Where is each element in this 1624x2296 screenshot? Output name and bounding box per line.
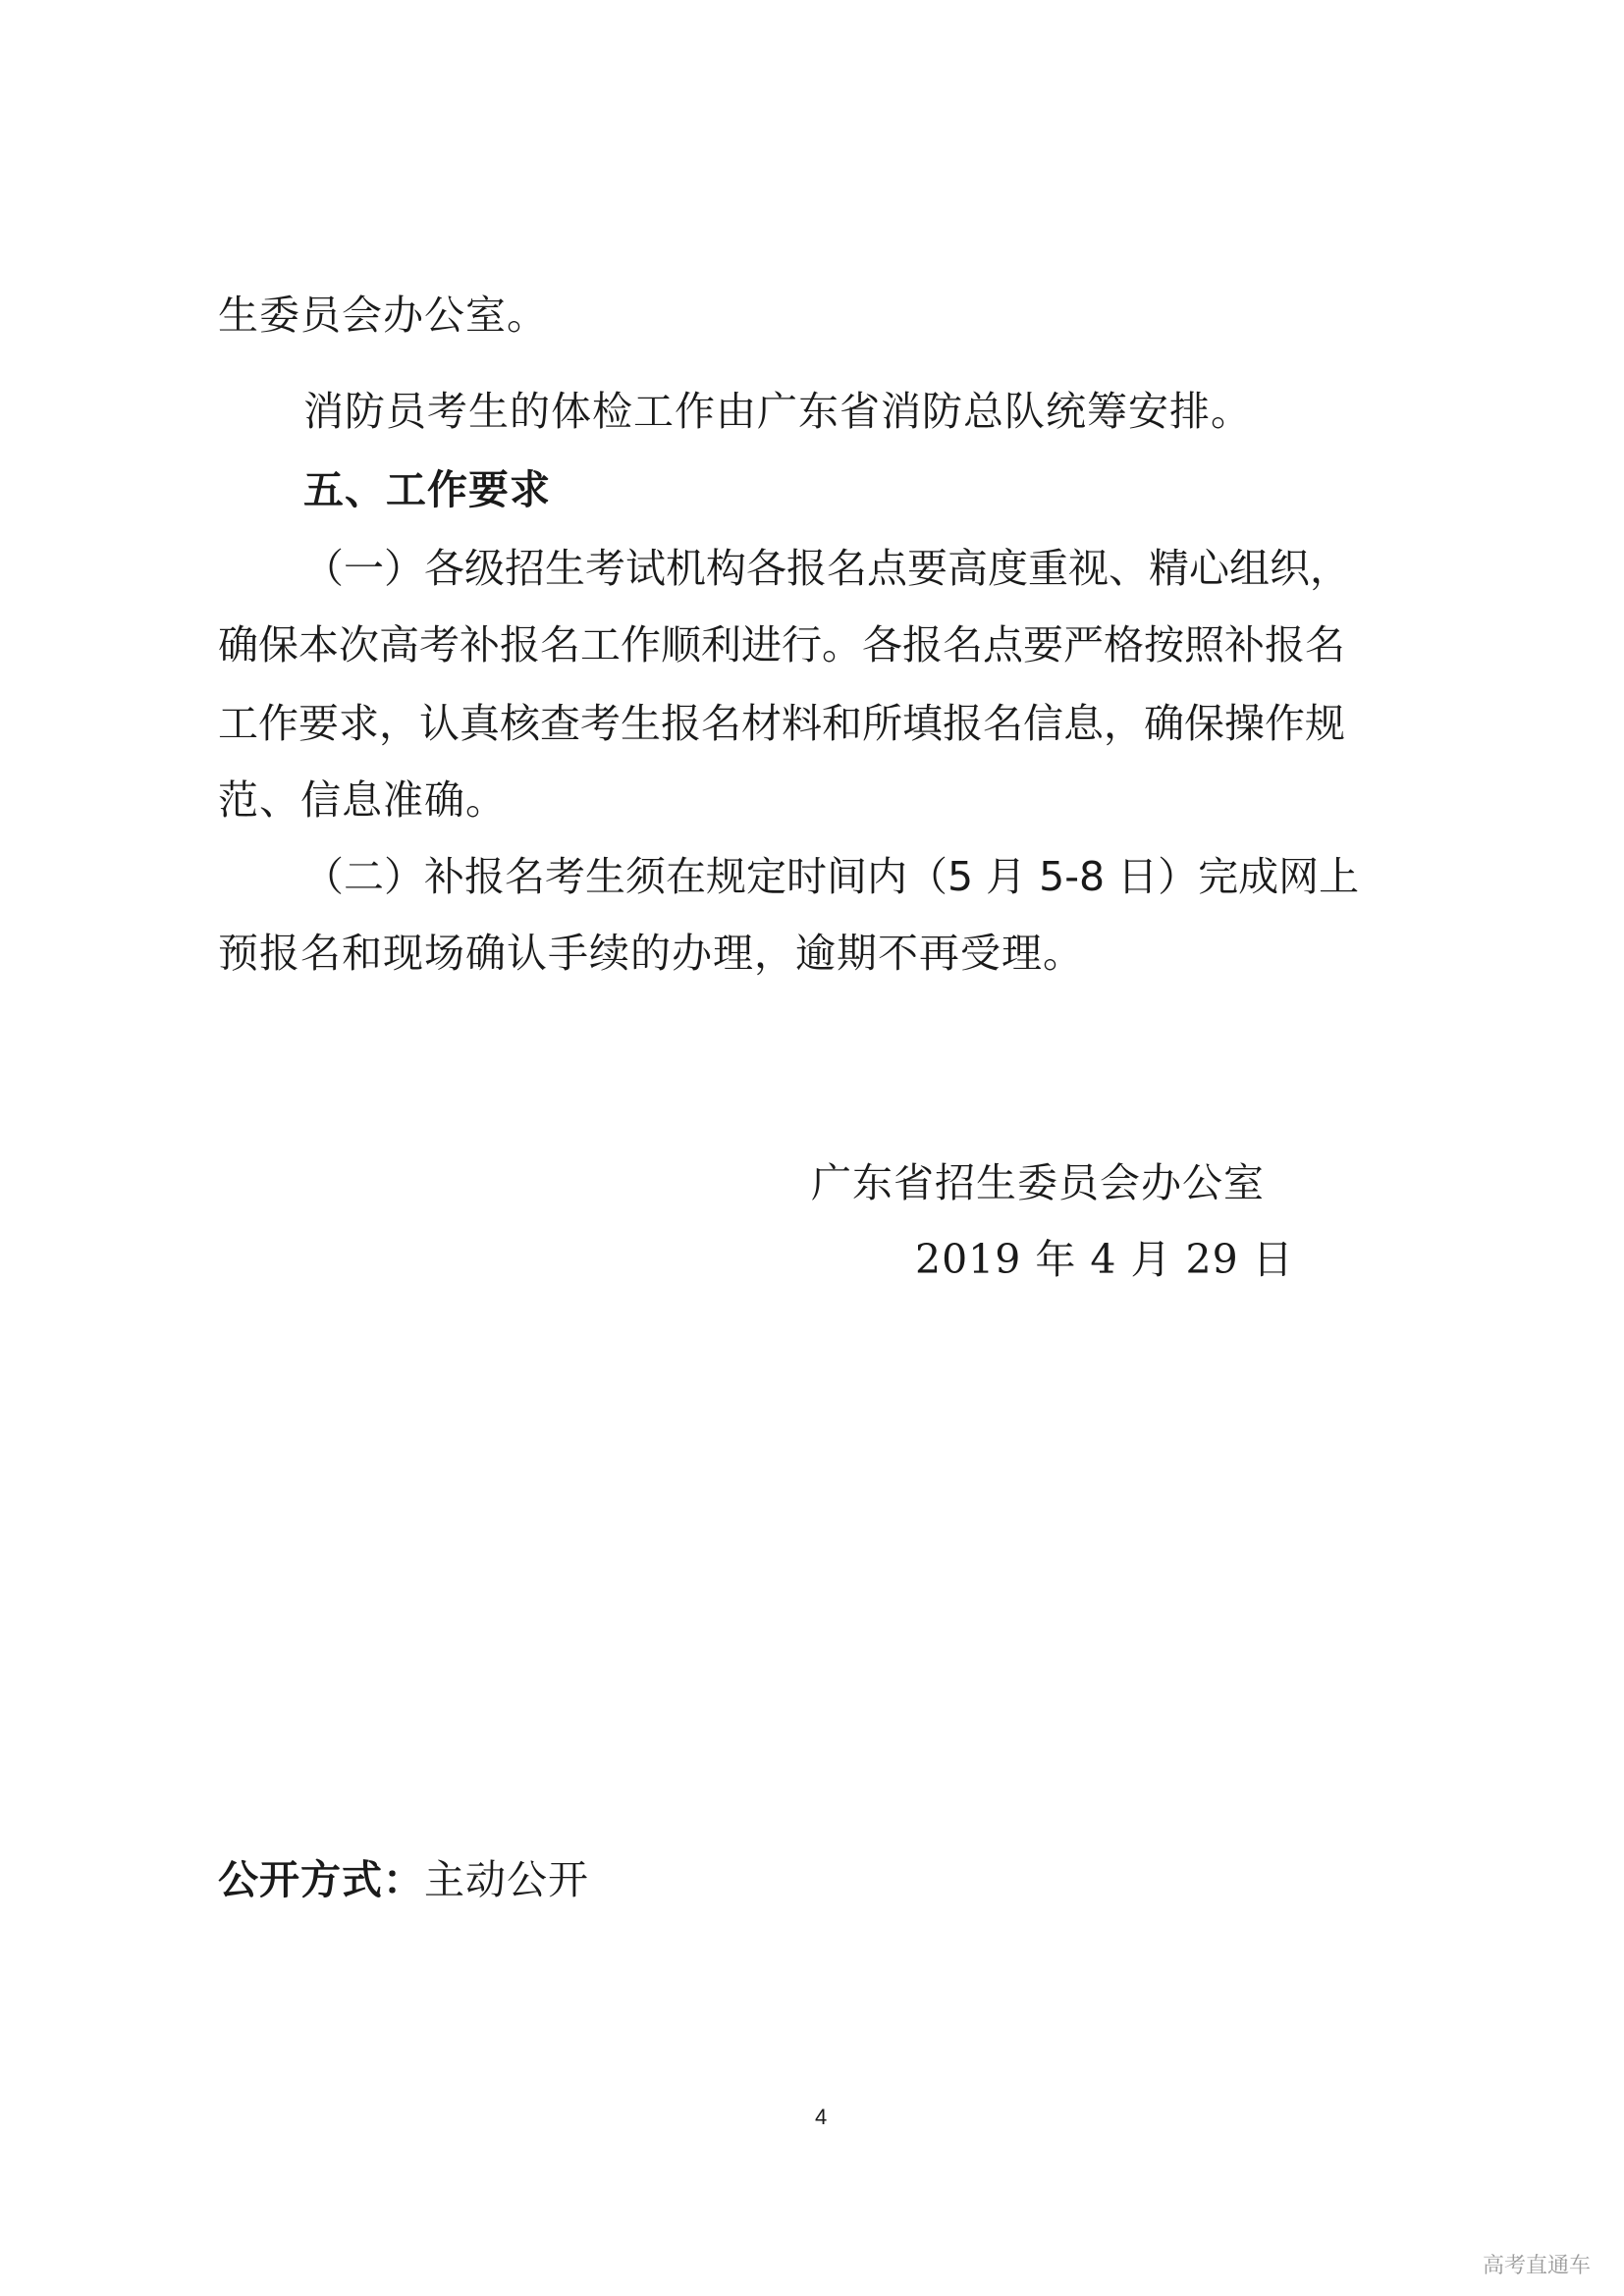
signature-date: 2019 年 4 月 29 日 (915, 1236, 1294, 1283)
paragraph-continuation: 生委员会办公室。 (218, 292, 548, 339)
page-number: 4 (815, 2105, 828, 2129)
item-1-line-2: 确保本次高考补报名工作顺利进行。各报名点要严格按照补报名 (218, 621, 1345, 668)
item-1-line-1: （一）各级招生考试机构各报名点要高度重视、精心组织， (303, 545, 1350, 592)
section-heading: 五、工作要求 (303, 466, 551, 513)
watermark-text: 高考直通车 (1483, 2254, 1592, 2278)
disclosure-line (218, 1855, 589, 1904)
disclosure-value: 主动公开 (424, 1856, 589, 1903)
item-2-line-1: （二）补报名考生须在规定时间内（5 月 5-8 日）完成网上 (303, 853, 1360, 900)
item-1-line-3: 工作要求，认真核查考生报名材料和所填报名信息，确保操作规 (218, 700, 1345, 747)
paragraph-firefighter-exam: 消防员考生的体检工作由广东省消防总队统筹安排。 (303, 388, 1252, 435)
disclosure-label: 公开方式： (218, 1856, 424, 1903)
item-2-line-2: 预报名和现场确认手续的办理，逾期不再受理。 (218, 930, 1084, 977)
item-1-line-4: 范、信息准确。 (218, 776, 507, 824)
signature-organization: 广东省招生委员会办公室 (811, 1159, 1265, 1206)
